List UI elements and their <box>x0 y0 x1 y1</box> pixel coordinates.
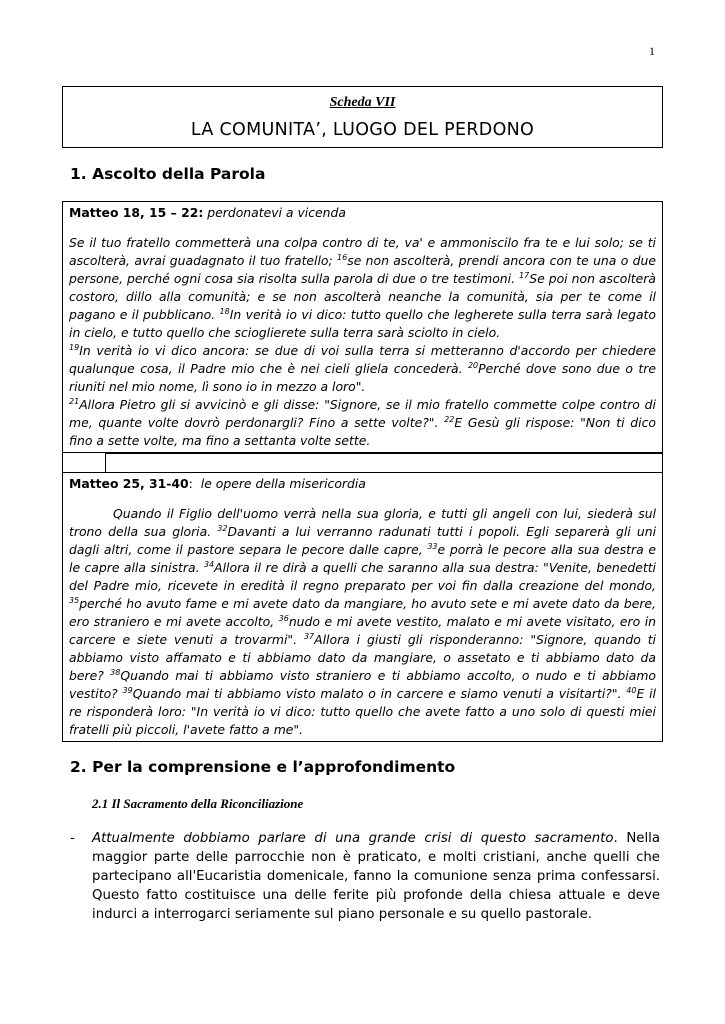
scripture-text: se non ascolterà, prendi ancora con te una o due persone, perché ogni cosa sia risolta sulla parola di due o tre testimoni. <box>69 253 656 286</box>
scripture-text: Allora il re dirà a quelli che saranno alla sua destra: "Venite, benedetti del Padre mio, ricevete in eredità il regno preparato per voi fin dalla creazione del mondo, <box>69 560 656 593</box>
verse-number: 35 <box>69 596 80 605</box>
verse-number: 37 <box>303 632 315 641</box>
scripture-text: e porrà le pecore alla sua destra e le capre alla sinistra. <box>69 542 656 575</box>
reference-label: Matteo 18, 15 – 22: <box>69 205 204 220</box>
verse-number: 19 <box>69 343 80 352</box>
scripture-text: Quando mai ti abbiamo visto malato o in carcere e siamo venuti a visitarti?". <box>132 686 627 701</box>
subsection-heading: 2.1 Il Sacramento della Riconciliazione <box>92 796 304 811</box>
scripture-paragraph <box>69 505 656 739</box>
scripture-text: E Gesù gli rispose: "Non ti dico fino a sette volte, ma fino a settanta volte sette. <box>69 415 656 448</box>
scripture-paragraph <box>69 234 656 342</box>
page-number: 1 <box>649 44 655 58</box>
scripture-text: In verità io vi dico: tutto quello che legherete sulla terra sarà legato in cielo, e tutto quello che scioglierete sulla terra sarà sciolto in cielo. <box>69 307 656 340</box>
verse-number: 16 <box>337 253 348 262</box>
scripture-text: Quando mai ti abbiamo visto straniero e ti abbiamo accolto, o nudo e ti abbiamo vestito? <box>69 668 656 701</box>
verse-number: 17 <box>519 271 530 280</box>
bullet-dash: - <box>70 831 75 846</box>
verse-number: 39 <box>122 686 133 695</box>
verse-number: 38 <box>110 668 121 677</box>
verse-number: 21 <box>69 397 80 406</box>
scripture-box-matteo-25 <box>62 472 663 742</box>
verse-number: 22 <box>444 415 455 424</box>
scripture-box-matteo-18 <box>62 201 663 453</box>
scripture-reference <box>69 204 656 222</box>
scripture-text: In verità io vi dico ancora: se due di voi sulla terra si metteranno d'accordo per chiedere qualunque cosa, il Padre mio che è nei cieli gliela concederà. <box>69 343 656 376</box>
scripture-text: Perché dove sono due o tre riuniti nel mio nome, lì sono io in mezzo a loro". <box>69 361 656 394</box>
verse-number: 18 <box>219 307 230 316</box>
scripture-text: Se il tuo fratello commetterà una colpa contro di te, va' e ammoniscilo fra te e lui solo; se ti ascolterà, avrai guadagnato il tuo fratello; <box>69 235 656 268</box>
scripture-text: nudo e mi avete vestito, malato e mi avete visitato, ero in carcere e siete venuti a trovarmi". <box>69 614 657 647</box>
scripture-text: Quando il Figlio dell'uomo verrà nella sua gloria, e tutti gli angeli con lui, siederà sul trono della sua gloria. <box>69 506 656 539</box>
scripture-paragraph <box>69 342 656 396</box>
reference-colon: : <box>188 476 193 491</box>
scripture-text: Davanti a lui verranno radunati tutti i popoli. Egli separerà gli uni dagli altri, come il pastore separa le pecore dalle capre, <box>69 524 657 557</box>
section-heading-1: 1. Ascolto della Parola <box>70 165 266 183</box>
scripture-text: Se poi non ascolterà costoro, dillo alla comunità; e se non ascolterà neanche la comunità, sia per te come il pagano e il pubblicano. <box>69 271 656 322</box>
verse-number: 32 <box>217 524 228 533</box>
reference-subtitle: perdonatevi a vicenda <box>207 205 346 220</box>
reference-label: Matteo 25, 31-40 <box>69 476 189 491</box>
bullet-italic-text: Attualmente dobbiamo parlare di una grande crisi di questo sacramento <box>92 831 614 846</box>
verse-number: 33 <box>427 542 438 551</box>
scripture-text: Allora Pietro gli si avvicinò e gli disse: "Signore, se il mio fratello commette colpe contro di me, quante volte dovrò perdonargli? Fino a sette volte?". <box>69 397 656 430</box>
scripture-text: Allora i giusti gli risponderanno: "Signore, quando ti abbiamo visto affamato e ti abbiamo dato da mangiare, o assetato e ti abbiamo dato da bere? <box>69 632 656 683</box>
scheda-label: Scheda VII <box>329 95 396 110</box>
verse-number: 40 <box>626 686 637 695</box>
scripture-text: perché ho avuto fame e mi avete dato da mangiare, ho avuto sete e mi avete dato da bere, ero straniero e mi avete accolto, <box>69 596 656 629</box>
verse-number: 36 <box>278 614 289 623</box>
section-heading-2: 2. Per la comprensione e l’approfondimento <box>70 758 456 776</box>
scripture-text: E il re risponderà loro: "In verità io vi dico: tutto quello che avete fatto a uno solo di questi miei fratelli più piccoli, l'avete fatto a me". <box>69 686 657 737</box>
title-box <box>62 86 663 148</box>
bullet-body-text: . Nella maggior parte delle parrocchie non è praticato, e molti cristiani, anche quelli che partecipano all'Eucaristia domenicale, fanno la comunione senza prima confessarsi. Questo fatto costituisce una delle ferite più profonde della chiesa attuale e deve indurci a interrogarci seriamente sul piano personale e su quello pastorale. <box>92 831 660 922</box>
list-item <box>70 829 660 924</box>
reference-subtitle: le opere della misericordia <box>200 476 366 491</box>
table-divider <box>62 453 663 472</box>
bullet-text <box>92 829 660 924</box>
verse-number: 20 <box>467 361 479 370</box>
page-title: LA COMUNITA’, LUOGO DEL PERDONO <box>190 120 535 140</box>
scripture-paragraph <box>69 396 656 450</box>
scripture-reference <box>69 475 656 493</box>
verse-number: 34 <box>203 560 215 569</box>
